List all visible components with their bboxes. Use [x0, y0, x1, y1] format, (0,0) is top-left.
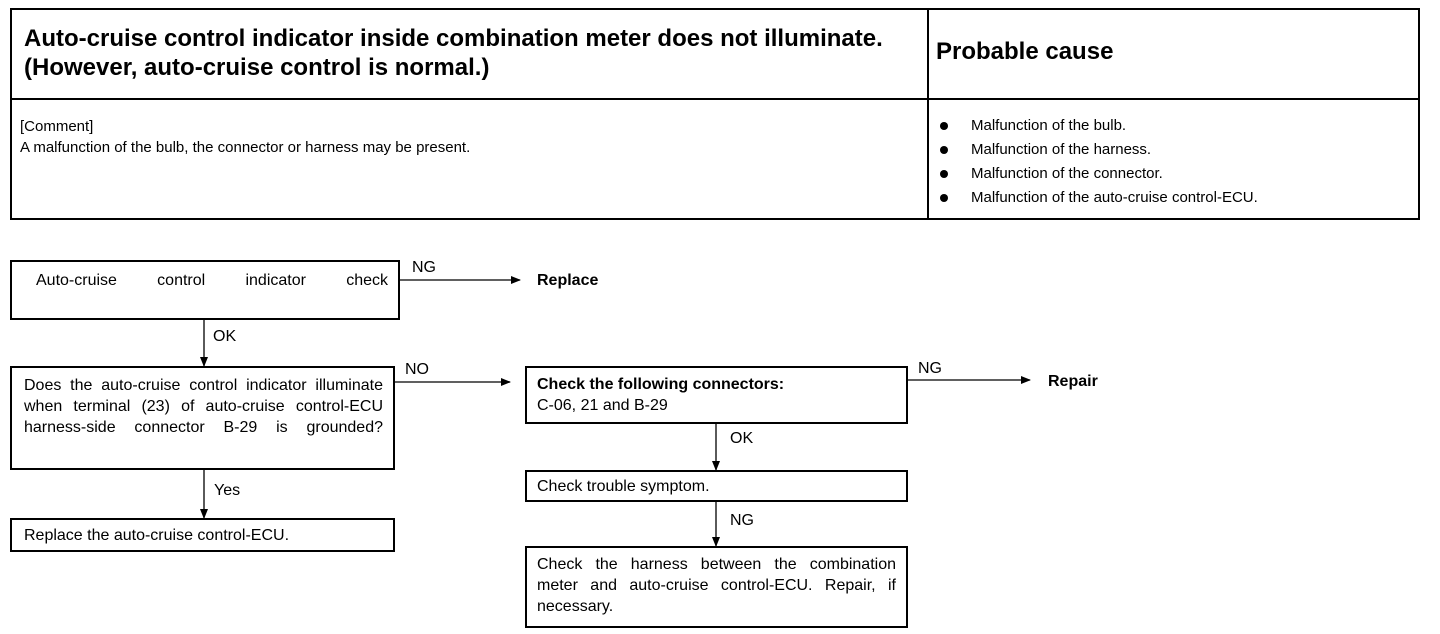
comment-text: A malfunction of the bulb, the connector or harness may be present.	[20, 139, 471, 156]
repair-outcome: Repair	[1048, 373, 1098, 390]
trouble-symptom-text: Check trouble symptom.	[537, 478, 710, 495]
indicator-check-text: Auto-cruise control indicator check	[36, 272, 388, 289]
harness-check-text: Check the harness between the combination meter and auto-cruise control-ECU. Repair, if necessary.	[537, 556, 896, 615]
harness-check-box	[525, 546, 908, 628]
trouble-symptom-box	[525, 470, 908, 502]
trouble-symptom-ng-label: NG	[730, 512, 754, 529]
cause-text: Malfunction of the auto-cruise control-ECU.	[971, 189, 1258, 206]
connector-check-list: C-06, 21 and B-29	[537, 397, 668, 414]
ground-test-text: Does the auto-cruise control indicator illuminate when terminal (23) of auto-cruise control-ECU harness-side connector B-29 is grounded?	[24, 377, 383, 436]
cause-text: Malfunction of the connector.	[971, 165, 1163, 182]
probable-cause-title: Probable cause	[936, 38, 1114, 65]
replace-outcome: Replace	[537, 272, 599, 289]
ground-test-yes-label: Yes	[214, 482, 241, 499]
cause-text: Malfunction of the bulb.	[971, 117, 1127, 134]
connector-check-ok-label: OK	[730, 430, 754, 447]
indicator-check-ng-label: NG	[412, 259, 436, 276]
ground-test-no-label: NO	[405, 361, 429, 378]
connector-check-title: Check the following connectors:	[537, 376, 785, 393]
comment-label: [Comment]	[20, 118, 94, 135]
ground-test-box	[10, 366, 395, 470]
connector-check-box	[525, 366, 908, 424]
symptom-title: Auto-cruise control indicator inside combination meter does not illuminate. (However, auto-cruise control is normal.)	[24, 25, 883, 81]
connector-check-ng-label: NG	[918, 360, 942, 377]
replace-ecu-box	[10, 518, 395, 552]
indicator-check-box	[10, 260, 400, 320]
indicator-check-ok-label: OK	[213, 328, 237, 345]
cause-text: Malfunction of the harness.	[971, 141, 1152, 158]
replace-ecu-text: Replace the auto-cruise control-ECU.	[24, 527, 290, 544]
